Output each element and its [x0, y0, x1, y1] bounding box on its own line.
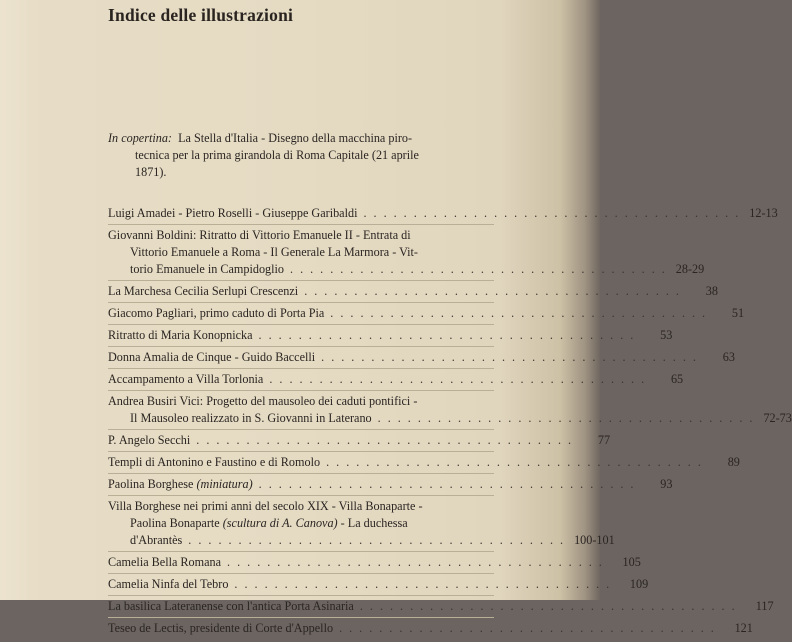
- entry-line: [108, 554, 641, 571]
- entry-line: [108, 371, 684, 388]
- entry-title-italic: (miniatura): [196, 477, 253, 491]
- entry-line: [108, 454, 740, 471]
- entry-title: Templi di Antonino e Faustino e di Romolo: [108, 455, 321, 469]
- list-item: [108, 576, 649, 598]
- entry-page: 89: [727, 455, 740, 469]
- dot-leader: ......................................: [234, 577, 617, 591]
- cover-note: [108, 130, 496, 181]
- entry-page: 93: [660, 477, 673, 491]
- list-item: [108, 327, 673, 349]
- entry-page: 53: [660, 328, 673, 342]
- entry-title-cont: d'Abrantès: [130, 533, 183, 547]
- dot-leader: ......................................: [321, 350, 703, 364]
- entry-page: 65: [670, 372, 684, 386]
- cover-line-1: [108, 130, 496, 147]
- entry-title: Villa Borghese nei primi anni del secolo XIX - Villa Bonaparte -: [108, 499, 423, 513]
- entry-title: Ritratto di Maria Konopnicka: [108, 328, 253, 342]
- list-item: [108, 554, 641, 576]
- entry-title: La basilica Lateranense con l'antica Porta Asinaria: [108, 599, 354, 613]
- list-item: [108, 476, 673, 498]
- list-item: [108, 393, 792, 432]
- entry-page: 63: [722, 350, 735, 364]
- entry-line: [108, 327, 673, 344]
- entry-page: 72-73: [763, 411, 792, 425]
- cover-label: In copertina:: [108, 131, 172, 145]
- page-title: Indice delle illustrazioni: [108, 5, 294, 25]
- entry-line: [108, 598, 774, 615]
- entry-line: [108, 620, 753, 637]
- cover-line-3: 1871).: [135, 165, 167, 179]
- dot-leader: ......................................: [304, 284, 686, 298]
- entry-line: [108, 227, 494, 244]
- list-item: [108, 432, 611, 454]
- dot-leader: ......................................: [359, 599, 742, 613]
- entry-line: [108, 432, 611, 449]
- dot-leader: ......................................: [290, 262, 672, 276]
- entry-line: [108, 305, 745, 322]
- entry-title-cont: Il Mausoleo realizzato in S. Giovanni in Laterano: [130, 411, 372, 425]
- dot-leader: ......................................: [258, 477, 641, 491]
- list-item: [108, 205, 778, 227]
- list-item: [108, 283, 718, 305]
- dot-leader: ......................................: [269, 372, 652, 386]
- entry-page: 51: [731, 306, 745, 320]
- illustration-list: [108, 205, 792, 642]
- entry-line: [108, 515, 494, 532]
- dot-leader: ......................................: [339, 621, 721, 635]
- cover-text-1: La Stella d'Italia - Disegno della macchina piro-: [178, 131, 413, 145]
- entry-line: [108, 261, 705, 278]
- entry-title-text: Paolina Borghese: [108, 477, 194, 491]
- entry-line: [108, 476, 673, 493]
- entry-line: [108, 244, 494, 261]
- entry-title-text: Paolina Bonaparte: [130, 516, 220, 530]
- dot-leader: ......................................: [227, 555, 609, 569]
- list-item: [108, 349, 735, 371]
- entry-title-italic: (scultura di A. Canova): [222, 516, 338, 530]
- entry-title: Donna Amalia de Cinque - Guido Baccelli: [108, 350, 316, 364]
- entry-title: Luigi Amadei - Pietro Roselli - Giuseppe Garibaldi: [108, 206, 358, 220]
- entry-title: La Marchesa Cecilia Serlupi Crescenzi: [108, 284, 299, 298]
- dot-leader: ......................................: [363, 206, 746, 220]
- entry-page: 38: [705, 284, 718, 298]
- entry-page: 28-29: [675, 262, 705, 276]
- dot-leader: ......................................: [330, 306, 713, 320]
- entry-title-text: - La duchessa: [340, 516, 408, 530]
- entry-line: [108, 349, 735, 366]
- entry-title-cont: Vittorio Emanuele a Roma - Il Generale La Marmora - Vit-: [130, 245, 418, 259]
- entry-page: 12-13: [749, 206, 778, 220]
- entry-page: 117: [755, 599, 774, 613]
- entry-page: 105: [622, 555, 641, 569]
- list-item: [108, 371, 684, 393]
- entry-line: [108, 393, 494, 410]
- entry-title: [108, 476, 253, 493]
- entry-line: [108, 283, 718, 300]
- entry-title: Camelia Bella Romana: [108, 555, 222, 569]
- entry-line: [108, 498, 494, 515]
- list-item: [108, 620, 753, 642]
- cover-line-2: tecnica per la prima girandola di Roma Capitale (21 aprile: [135, 148, 419, 162]
- dot-leader: ......................................: [326, 455, 708, 469]
- list-item: [108, 598, 774, 620]
- list-item: [108, 305, 745, 327]
- dot-leader: ......................................: [188, 533, 571, 547]
- entry-title: Camelia Ninfa del Tebro: [108, 577, 229, 591]
- list-item: [108, 454, 740, 476]
- dot-leader: ......................................: [377, 411, 760, 425]
- entry-line: [108, 576, 649, 593]
- entry-title: Teseo de Lectis, presidente di Corte d'Appello: [108, 621, 334, 635]
- entry-title: Giacomo Pagliari, primo caduto di Porta Pia: [108, 306, 325, 320]
- entry-page: 100-101: [574, 533, 615, 547]
- entry-title: Accampamento a Villa Torlonia: [108, 372, 264, 386]
- dot-leader: ......................................: [196, 433, 579, 447]
- entry-page: 77: [597, 433, 611, 447]
- list-item: [108, 227, 705, 283]
- entry-line: [108, 205, 778, 222]
- entry-line: [108, 410, 792, 427]
- entry-line: [108, 532, 615, 549]
- entry-title: Giovanni Boldini: Ritratto di Vittorio Emanuele II - Entrata di: [108, 228, 411, 242]
- list-item: [108, 498, 615, 554]
- entry-title: P. Angelo Secchi: [108, 433, 191, 447]
- entry-title-cont: torio Emanuele in Campidoglio: [130, 262, 285, 276]
- entry-title-cont: [130, 515, 408, 532]
- entry-page: 121: [734, 621, 753, 635]
- entry-title: Andrea Busiri Vici: Progetto del mausoleo dei caduti pontifici -: [108, 394, 418, 408]
- dot-leader: ......................................: [258, 328, 641, 342]
- entry-page: 109: [629, 577, 649, 591]
